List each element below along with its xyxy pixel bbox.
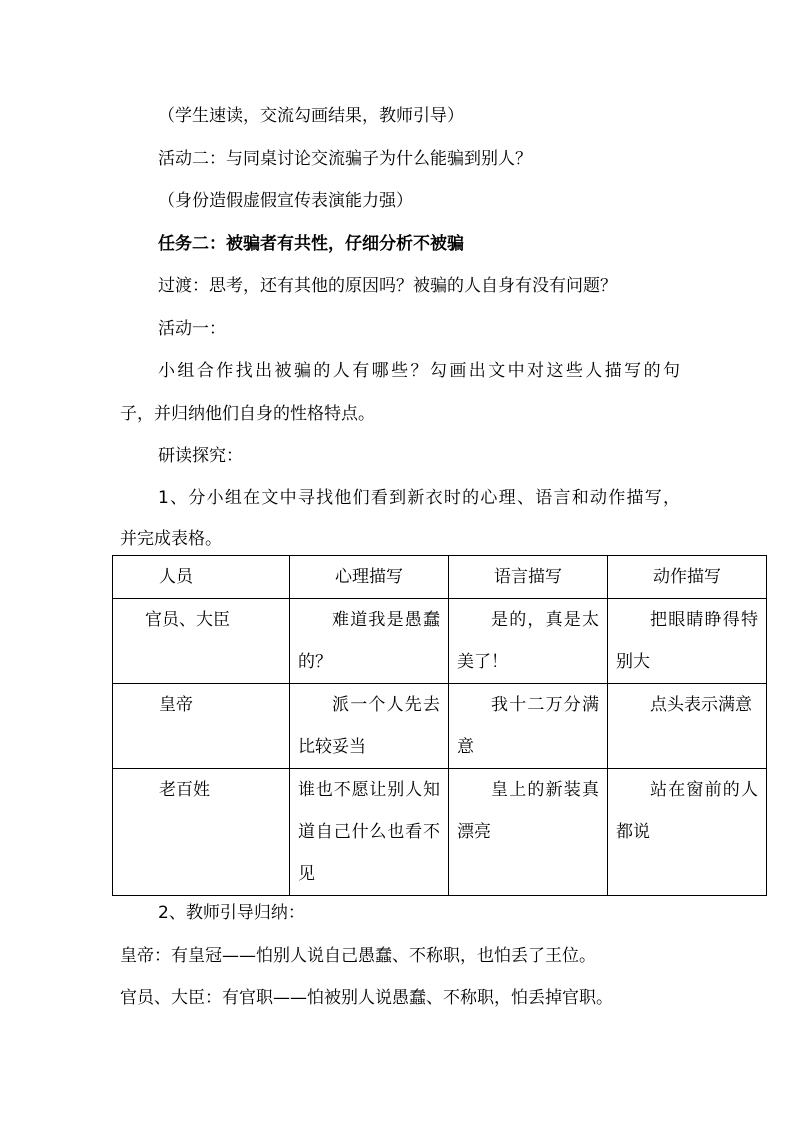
table-row xyxy=(113,684,767,769)
paragraph-group-work-line1: 小组合作找出被骗的人有哪些？勾画出文中对这些人描写的句 xyxy=(158,361,680,381)
header-cell-action: 动作描写 xyxy=(608,556,767,599)
paragraph-group-work-line2: 子，并归纳他们自身的性格特点。 xyxy=(120,404,375,424)
header-cell-person: 人员 xyxy=(113,556,290,599)
cell-speech: 我十二万分满意 xyxy=(449,684,608,769)
cell-speech: 是的，真是太美了！ xyxy=(449,599,608,684)
cell-action: 站在窗前的人都说 xyxy=(608,769,767,896)
header-cell-speech: 语言描写 xyxy=(449,556,608,599)
cell-person: 皇帝 xyxy=(113,684,290,769)
paragraph-study-explore: 研读探究： xyxy=(158,446,243,466)
paragraph-activity-two: 活动二：与同桌讨论交流骗子为什么能骗到别人？ xyxy=(158,149,532,169)
cell-mind: 派一个人先去比较妥当 xyxy=(290,684,449,769)
paragraph-transition: 过渡：思考，还有其他的原因吗？被骗的人自身有没有问题？ xyxy=(158,276,617,296)
paragraph-activity-one: 活动一： xyxy=(158,319,226,339)
table-row xyxy=(113,599,767,684)
cell-speech: 皇上的新装真漂亮 xyxy=(449,769,608,896)
paragraph-emperor-summary: 皇帝：有皇冠——怕别人说自己愚蠢、不称职，也怕丢了王位。 xyxy=(120,946,596,966)
paragraph-find-description-line1: 1、分小组在文中寻找他们看到新衣时的心理、语言和动作描写， xyxy=(158,488,680,508)
table-row xyxy=(113,769,767,896)
paragraph-officials-summary: 官员、大臣：有官职——怕被别人说愚蠢、不称职，怕丢掉官职。 xyxy=(120,988,613,1008)
paragraph-find-description-line2: 并完成表格。 xyxy=(120,529,222,549)
paragraph-teacher-summary: 2、教师引导归纳： xyxy=(158,903,305,923)
paragraph-student-reading: （学生速读，交流勾画结果，教师引导） xyxy=(158,106,464,126)
cell-action: 点头表示满意 xyxy=(608,684,767,769)
table-header-row xyxy=(113,556,767,599)
cell-mind: 难道我是愚蠢的？ xyxy=(290,599,449,684)
header-cell-mind: 心理描写 xyxy=(290,556,449,599)
cell-mind: 谁也不愿让别人知道自己什么也看不见 xyxy=(290,769,449,896)
description-table xyxy=(112,555,767,896)
heading-task-two: 任务二：被骗者有共性，仔细分析不被骗 xyxy=(158,234,464,254)
cell-person: 官员、大臣 xyxy=(113,599,290,684)
cell-action: 把眼睛睁得特别大 xyxy=(608,599,767,684)
paragraph-identity-fake: （身份造假虚假宣传表演能力强） xyxy=(158,191,413,211)
cell-person: 老百姓 xyxy=(113,769,290,896)
